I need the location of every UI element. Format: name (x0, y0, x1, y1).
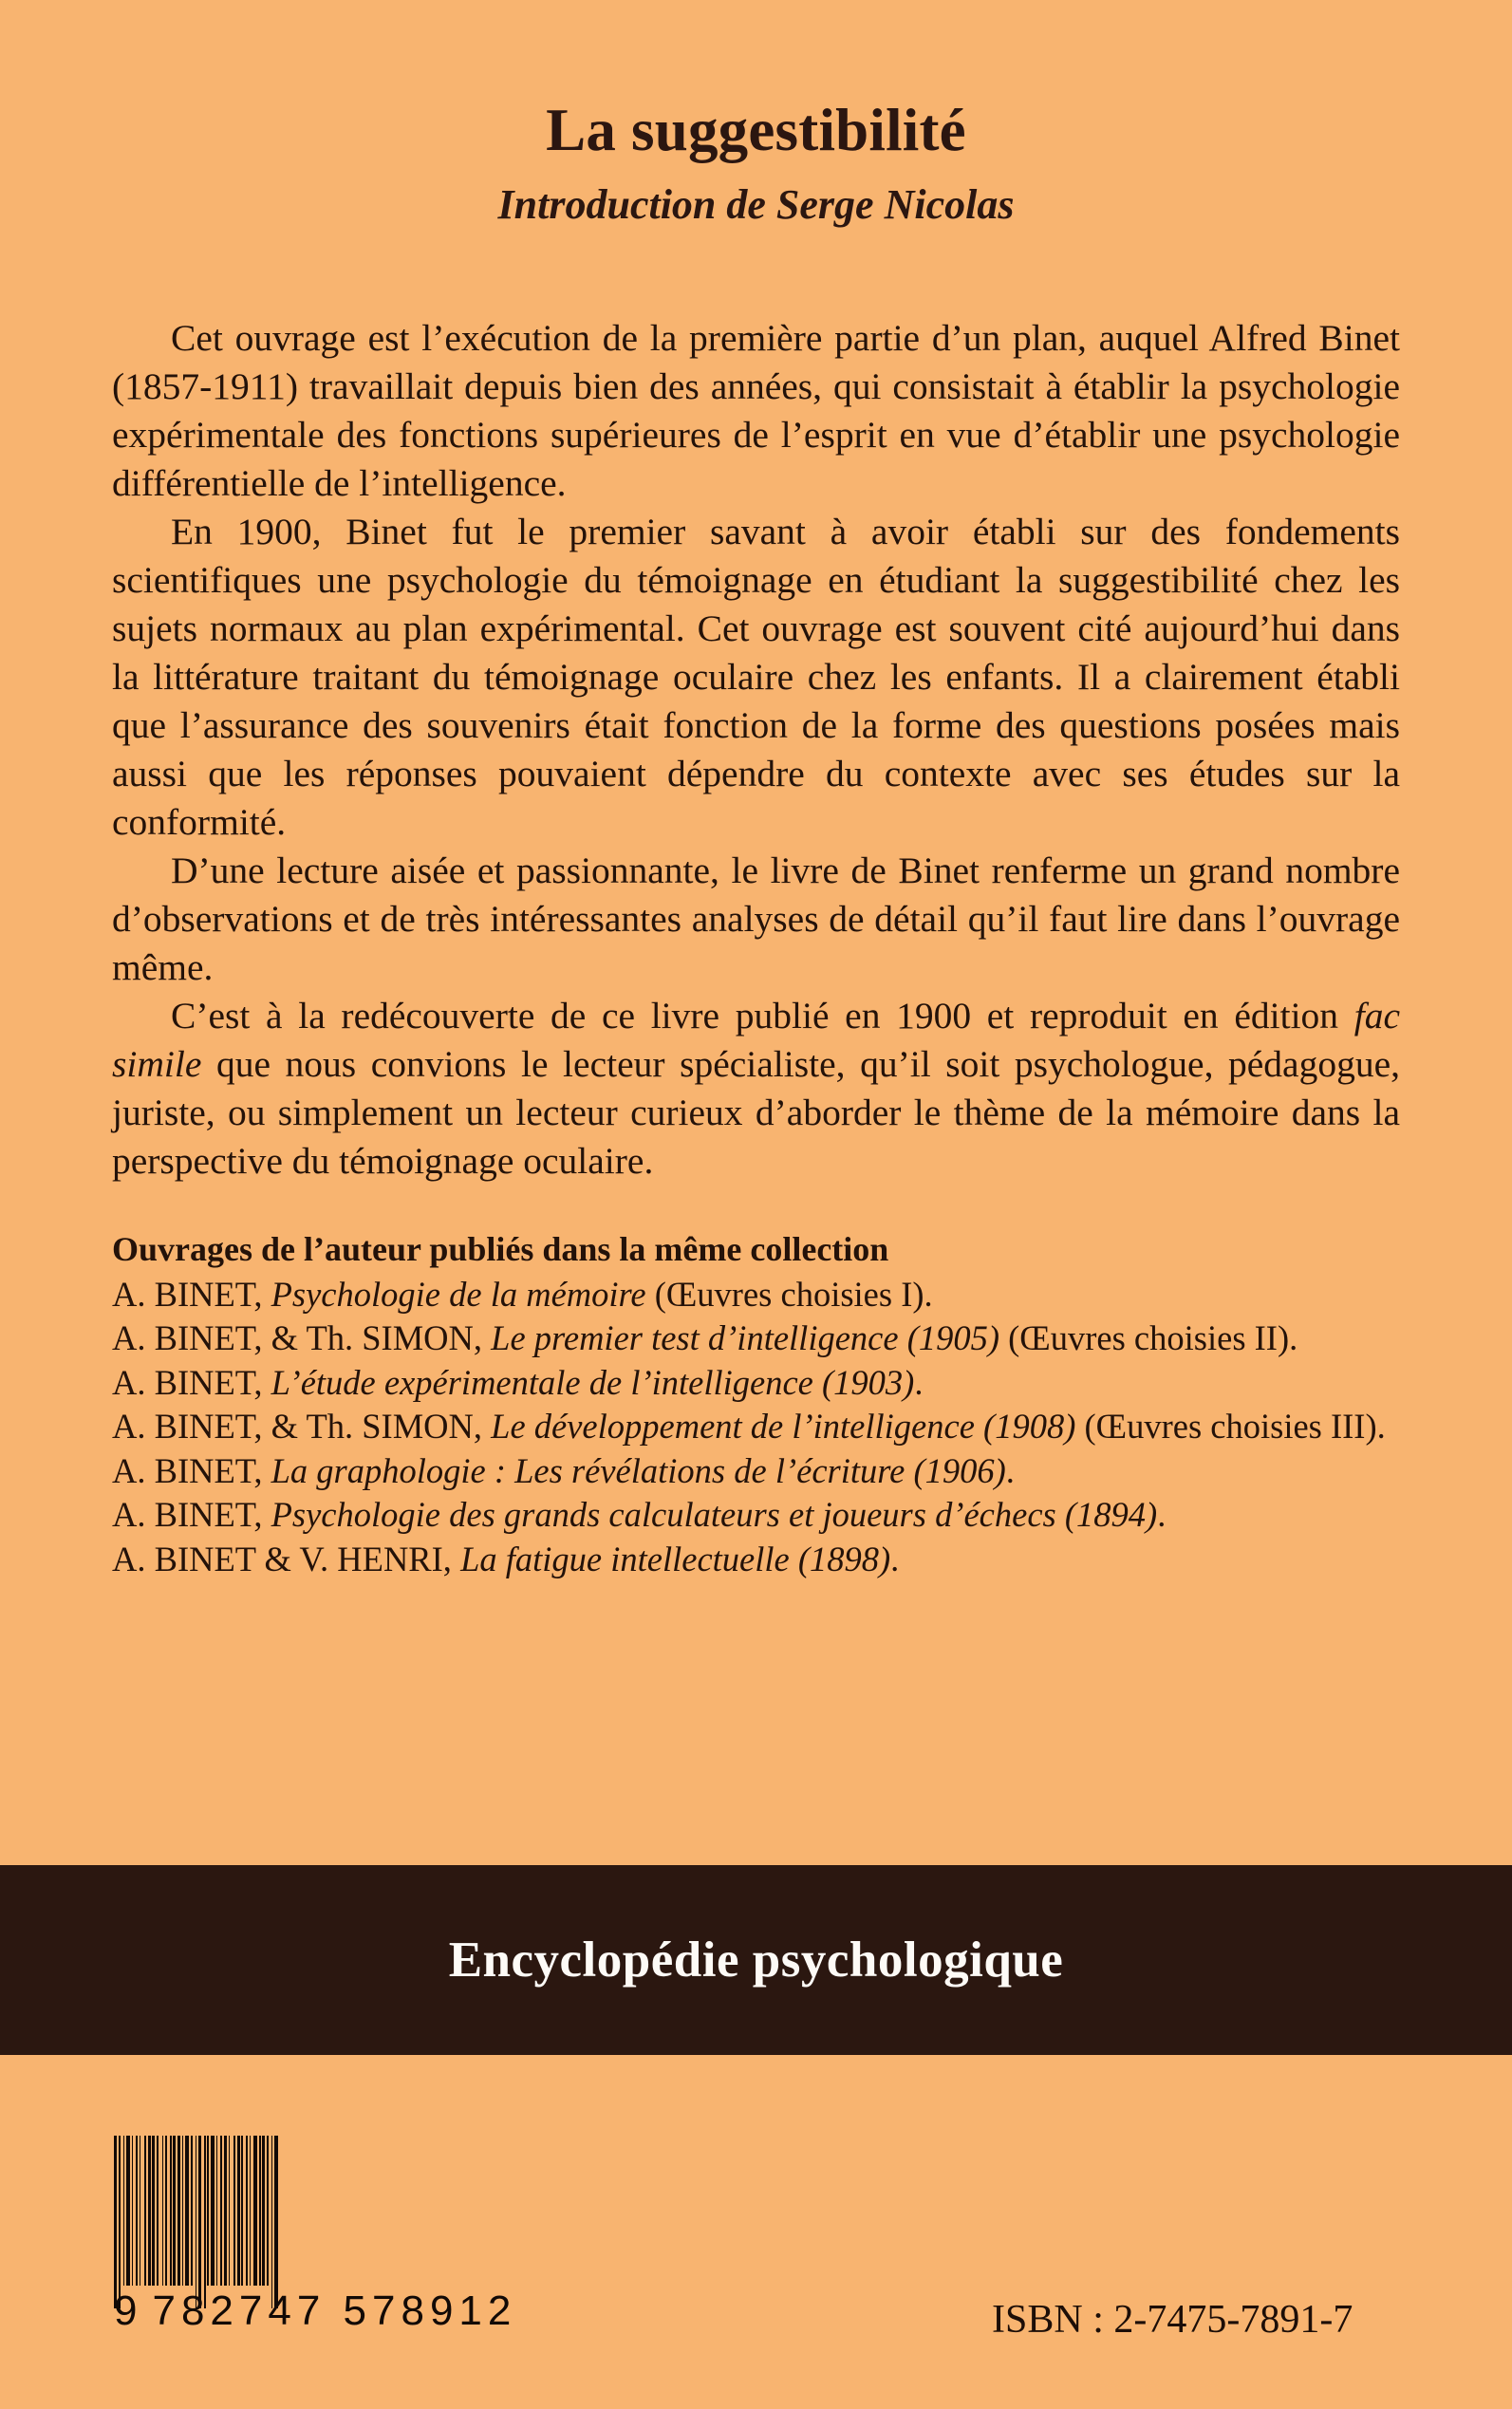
biblio-title: L’étude expérimentale de l’intelligence (1903) (271, 1362, 915, 1402)
biblio-title: Le développement de l’intelligence (1908) (491, 1407, 1076, 1447)
list-item (112, 1405, 1400, 1449)
biblio-author: A. BINET & V. HENRI, (112, 1539, 461, 1578)
biblio-title: Le premier test d’intelligence (1905) (491, 1318, 1000, 1358)
bibliography-section (112, 1227, 1400, 1582)
collection-name: Encyclopédie psychologique (448, 1933, 1064, 1988)
barcode-digit-lead: 9 (114, 2288, 143, 2334)
barcode-digits (114, 2288, 517, 2335)
biblio-author: A. BINET, (112, 1274, 271, 1314)
biblio-author: A. BINET, (112, 1495, 271, 1535)
blurb-text (112, 314, 1400, 1186)
biblio-author: A. BINET, & Th. SIMON, (112, 1407, 492, 1447)
biblio-author: A. BINET, (112, 1362, 271, 1402)
biblio-suffix: . (914, 1362, 924, 1402)
bibliography-heading: Ouvrages de l’auteur publiés dans la même collection (112, 1229, 889, 1268)
blurb-paragraph-4-before: C’est à la redécouverte de ce livre publié en 1900 et reproduit en édition (171, 994, 1354, 1036)
barcode-digits-right: 578912 (343, 2288, 517, 2334)
biblio-title: Psychologie de la mémoire (271, 1274, 646, 1314)
page-subtitle: Introduction de Serge Nicolas (497, 181, 1015, 229)
blurb-paragraph-4-after: que nous convions le lecteur spécialiste, qu’il soit psychologue, pédagogue, juriste, ou simplement un lecteur curieux d’aborder le thème de la mémoire dans la perspective du témoignage oculaire. (112, 1042, 1400, 1182)
list-item (112, 1361, 1400, 1406)
cover-footer (0, 2055, 1512, 2409)
list-item (112, 1449, 1400, 1494)
list-item (112, 1538, 1400, 1582)
isbn-text: ISBN : 2-7475-7891-7 (992, 2298, 1353, 2342)
blurb-paragraph-4 (112, 992, 1400, 1186)
bibliography-list (112, 1273, 1400, 1582)
biblio-suffix: . (890, 1539, 900, 1578)
blurb-paragraph-3: D’une lecture aisée et passionnante, le livre de Binet renferme un grand nombre d’observations et de très intéressantes analyses de détail qu’il faut lire dans l’ouvrage même. (112, 849, 1400, 988)
biblio-title: La graphologie : Les révélations de l’écriture (1906) (271, 1450, 1006, 1490)
biblio-title: La fatigue intellectuelle (1898) (460, 1539, 891, 1578)
barcode-bars (114, 2136, 503, 2286)
biblio-author: A. BINET, (112, 1450, 271, 1490)
list-item (112, 1273, 1400, 1317)
biblio-title: Psychologie des grands calculateurs et joueurs d’échecs (1894) (271, 1495, 1158, 1535)
list-item (112, 1317, 1400, 1361)
barcode-digits-left: 782747 (152, 2288, 327, 2334)
biblio-suffix: (Œuvres choisies II). (999, 1318, 1298, 1358)
blurb-paragraph-2: En 1900, Binet fut le premier savant à avoir établi sur des fondements scientifiques une psychologie du témoignage en étudiant la suggestibilité chez les sujets normaux au plan expérimental. Cet ouvrage est souvent cité aujourd’hui dans la littérature traitant du témoignage oculaire chez les enfants. Il a clairement établi que l’assurance des souvenirs était fonction de la forme des questions posées mais aussi que les réponses pouvaient dépendre du contexte avec ses études sur la conformité. (112, 510, 1400, 843)
biblio-author: A. BINET, & Th. SIMON, (112, 1318, 492, 1358)
biblio-suffix: (Œuvres choisies III). (1075, 1407, 1386, 1447)
biblio-suffix: . (1157, 1495, 1167, 1535)
page-title: La suggestibilité (546, 97, 966, 163)
biblio-suffix: (Œuvres choisies I). (645, 1274, 933, 1314)
blurb-paragraph-4-italic: fac simile (112, 994, 1400, 1085)
blurb-paragraph-1: Cet ouvrage est l’exécution de la première partie d’un plan, auquel Alfred Binet (1857-1911) travaillait depuis bien des années, qui consistait à établir la psychologie expérimentale des fonctions supérieures de l’esprit en vue d’établir une psychologie différentielle de l’intelligence. (112, 316, 1400, 504)
barcode (114, 2136, 517, 2335)
list-item (112, 1493, 1400, 1538)
biblio-suffix: . (1005, 1450, 1015, 1490)
collection-banner (0, 1865, 1512, 2055)
